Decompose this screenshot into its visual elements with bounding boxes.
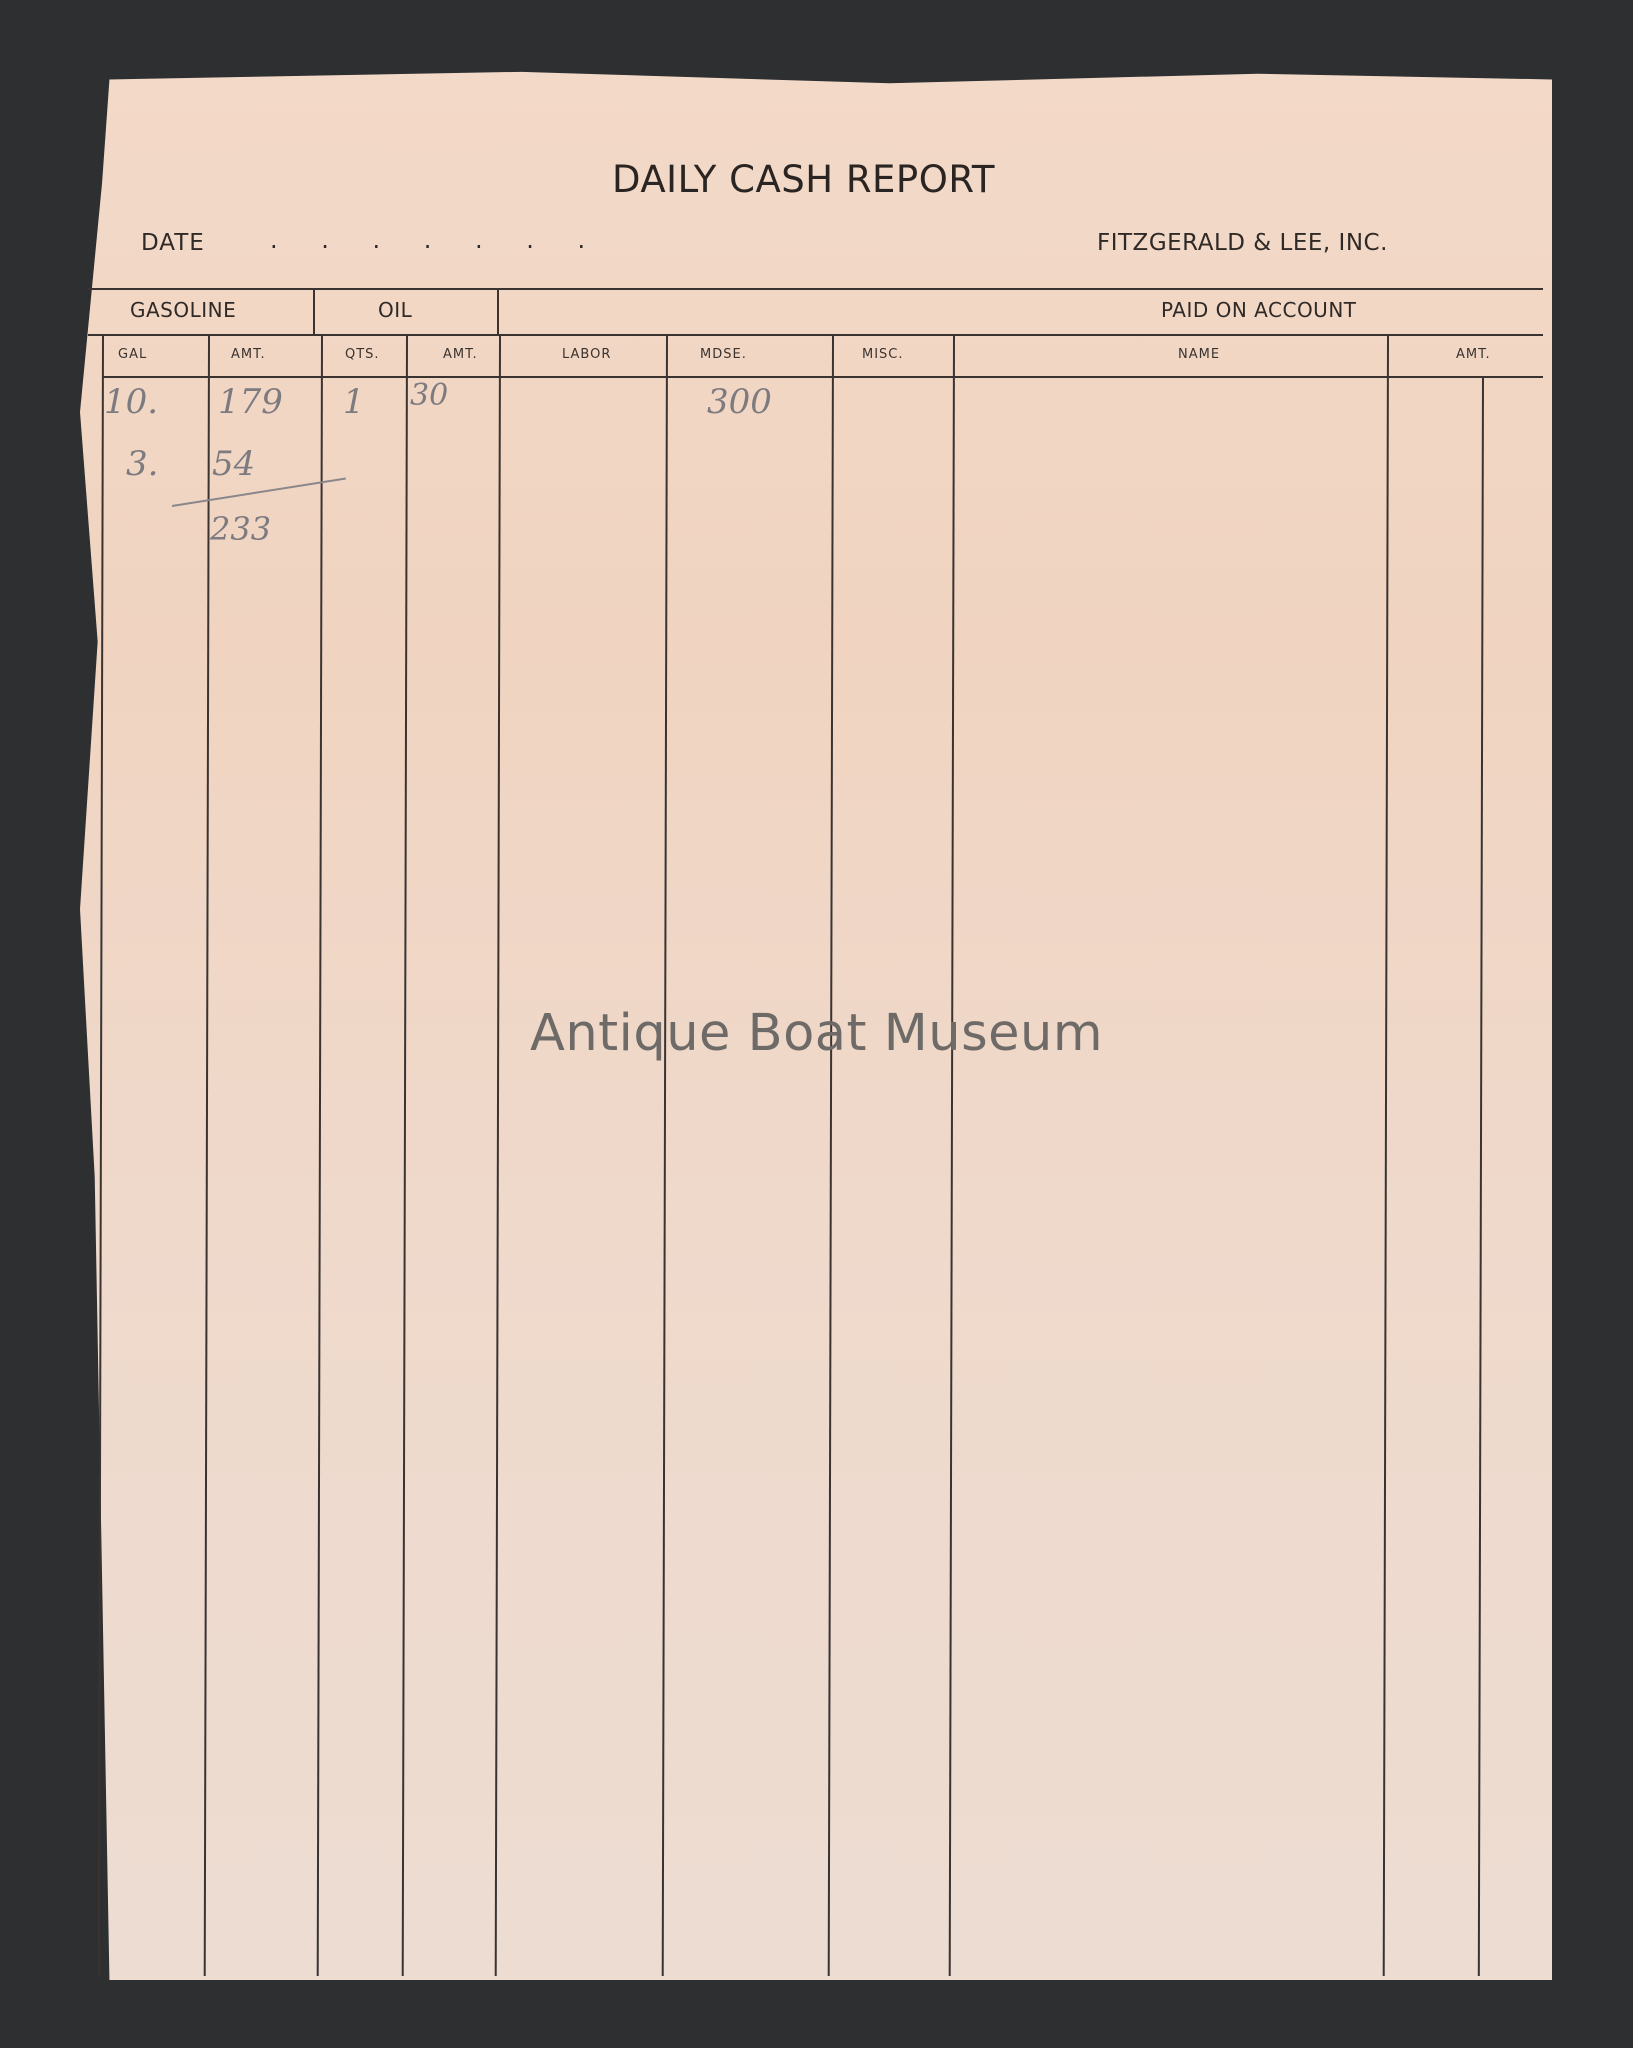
handwritten-gas-amt-2: 54 xyxy=(212,444,256,484)
column-pay-amt: AMT. xyxy=(1456,347,1491,362)
handwritten-gal-1: 10. xyxy=(104,382,159,422)
section-oil: OIL xyxy=(378,298,413,322)
section-divider-oil-paid xyxy=(497,290,499,336)
section-gasoline: GASOLINE xyxy=(130,298,237,322)
report-title: DAILY CASH REPORT xyxy=(612,158,995,201)
section-rule xyxy=(88,334,1543,336)
company-name: FITZGERALD & LEE, INC. xyxy=(1097,230,1388,256)
date-dotted-line: . . . . . . . xyxy=(270,226,604,254)
column-labor: LABOR xyxy=(562,347,612,362)
handwritten-oil-amt-1: 30 xyxy=(410,378,449,413)
column-name: NAME xyxy=(1178,347,1221,362)
column-gal: GAL xyxy=(118,347,148,362)
handwritten-gas-amt-total: 233 xyxy=(210,510,272,548)
handwritten-qts-1: 1 xyxy=(343,382,365,422)
section-paid-on-account: PAID ON ACCOUNT xyxy=(1161,298,1357,322)
column-oil-amt: AMT. xyxy=(443,347,478,362)
column-header-rule xyxy=(102,376,1543,378)
column-misc: MISC. xyxy=(862,347,904,362)
date-label: DATE xyxy=(141,230,205,256)
handwritten-gal-2: 3. xyxy=(126,444,159,484)
handwritten-mdse-1: 300 xyxy=(707,382,772,422)
column-mdse: MDSE. xyxy=(700,347,747,362)
column-gas-amt: AMT. xyxy=(231,347,266,362)
section-divider-gasoline-oil xyxy=(313,290,315,336)
museum-watermark: Antique Boat Museum xyxy=(529,1004,1104,1063)
column-qts: QTS. xyxy=(345,347,380,362)
handwritten-gas-amt-1: 179 xyxy=(218,382,283,422)
header-top-rule xyxy=(88,288,1543,290)
